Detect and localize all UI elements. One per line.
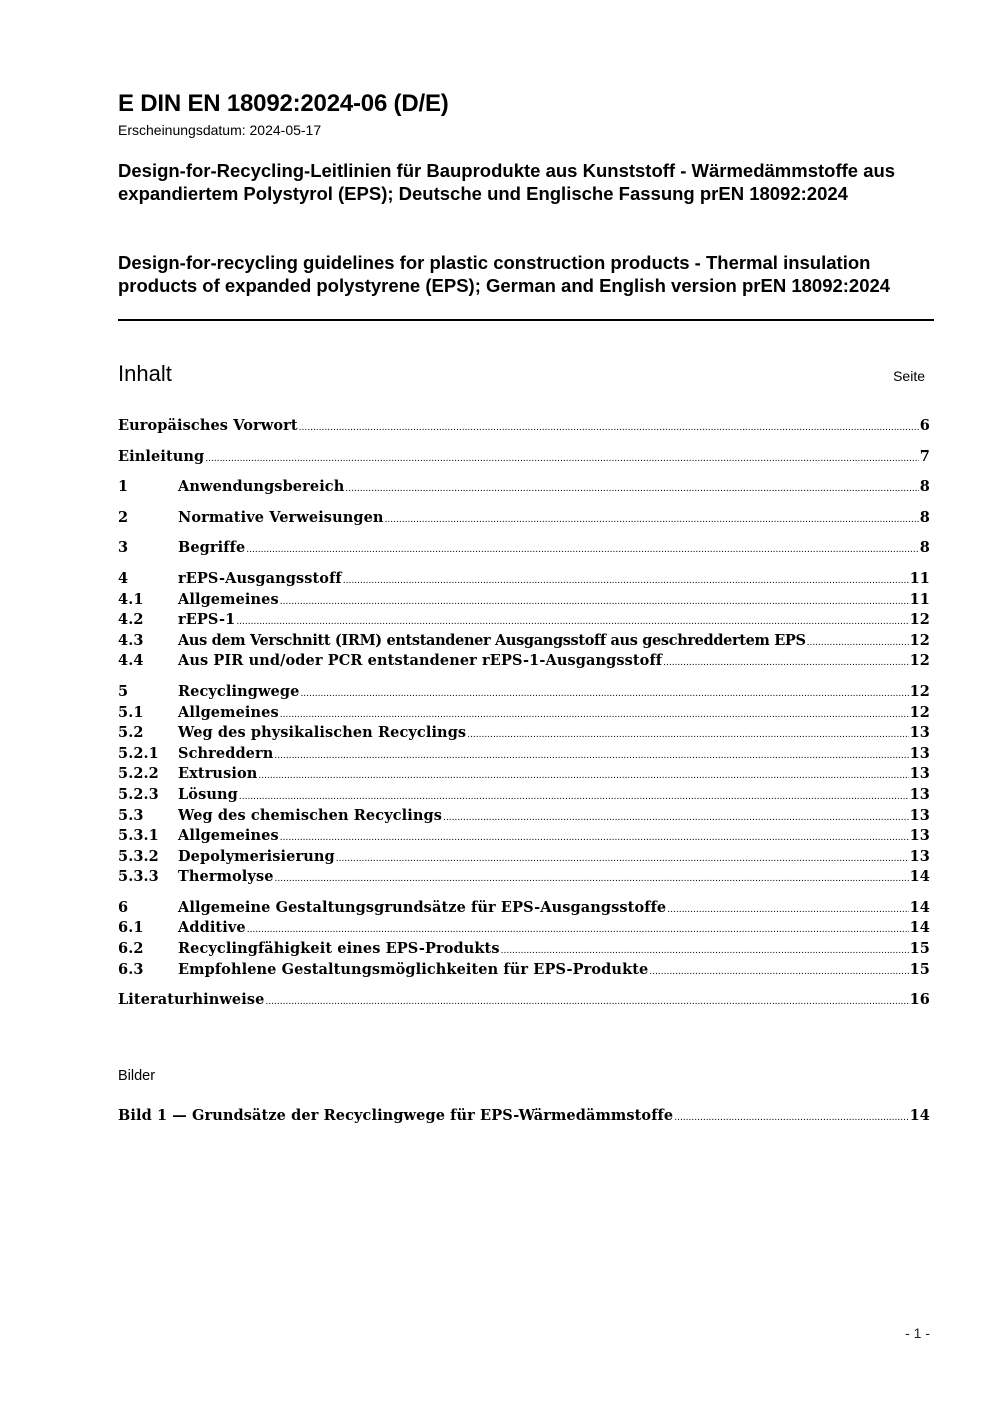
toc-leader-dots xyxy=(345,479,918,500)
toc-entry-title: Allgemeines xyxy=(178,703,279,721)
toc-leader-dots xyxy=(280,592,909,613)
toc-entry-page: 11 xyxy=(909,569,930,587)
toc-entry[interactable] xyxy=(118,631,930,652)
toc-entry-page: 13 xyxy=(909,724,930,742)
document-number: E DIN EN 18092:2024-06 (D/E) xyxy=(118,90,449,117)
toc-entry-page: 12 xyxy=(909,611,930,629)
toc-leader-dots xyxy=(674,1108,908,1129)
toc-entry[interactable] xyxy=(118,447,930,468)
toc-entry-page: 8 xyxy=(919,539,930,557)
toc-entry-number: 5.2.3 xyxy=(118,785,159,803)
toc-entry-number: 4 xyxy=(118,569,129,587)
toc-entry-page: 14 xyxy=(909,868,930,886)
toc-leader-dots xyxy=(236,612,908,633)
toc-leader-dots xyxy=(205,449,919,470)
toc-entry-number: 6.1 xyxy=(118,919,144,937)
toc-leader-dots xyxy=(343,571,909,592)
toc-entry-title: rEPS-Ausgangsstoff xyxy=(178,569,342,587)
toc-entry-page: 12 xyxy=(909,631,930,649)
toc-leader-dots xyxy=(807,633,909,654)
toc-entry-number: 4.2 xyxy=(118,611,144,629)
toc-entry[interactable] xyxy=(118,918,930,939)
toc-entry-number: 5.3.1 xyxy=(118,827,159,845)
toc-entry-page: 12 xyxy=(909,652,930,670)
toc-page-label: Seite xyxy=(893,368,925,384)
toc-entry[interactable] xyxy=(118,764,930,785)
toc-entry-page: 16 xyxy=(909,991,930,1009)
toc-entry-page: 13 xyxy=(909,827,930,845)
toc-leader-dots xyxy=(258,766,908,787)
toc-entry-number: 5.1 xyxy=(118,703,144,721)
toc-leader-dots xyxy=(300,684,908,705)
toc-entry[interactable] xyxy=(118,477,930,498)
page-number: - 1 - xyxy=(905,1325,930,1341)
toc-entry-number: 5.3.2 xyxy=(118,847,159,865)
toc-entry-title: Recyclingwege xyxy=(178,682,300,700)
table-of-contents xyxy=(118,416,930,1011)
toc-entry-page: 12 xyxy=(909,703,930,721)
toc-entry-title: Allgemeines xyxy=(178,827,279,845)
toc-entry[interactable] xyxy=(118,939,930,960)
toc-entry-number: 5.2 xyxy=(118,724,144,742)
toc-entry[interactable] xyxy=(118,682,930,703)
toc-heading: Inhalt xyxy=(118,361,172,386)
toc-entry-title: Recyclingfähigkeit eines EPS-Produkts xyxy=(178,940,500,958)
publication-date: Erscheinungsdatum: 2024-05-17 xyxy=(118,122,322,138)
toc-entry[interactable] xyxy=(118,867,930,888)
toc-leader-dots xyxy=(501,941,909,962)
toc-entry-number: 3 xyxy=(118,539,129,557)
toc-entry-title: Extrusion xyxy=(178,765,258,783)
figure-entry-title: Bild 1 — Grundsätze der Recyclingwege für EPS-Wärmedämmstoffe xyxy=(118,1107,674,1124)
toc-entry-title: Lösung xyxy=(178,785,238,803)
toc-entry-number: 6 xyxy=(118,898,129,916)
toc-entry[interactable] xyxy=(118,569,930,590)
toc-leader-dots xyxy=(467,725,908,746)
toc-entry-title: Additive xyxy=(178,919,246,937)
toc-leader-dots xyxy=(280,705,909,726)
title-english: Design-for-recycling guidelines for plastic construction products - Thermal insulation products of expanded polystyrene (EPS); German and English version prEN 18092:2024 xyxy=(118,252,891,296)
toc-entry[interactable] xyxy=(118,806,930,827)
toc-entry[interactable] xyxy=(118,651,930,672)
toc-entry-title: Depolymerisierung xyxy=(178,847,335,865)
toc-entry[interactable] xyxy=(118,416,930,437)
toc-leader-dots xyxy=(239,787,909,808)
toc-entry-page: 11 xyxy=(909,590,930,608)
toc-entry-number: 5.2.2 xyxy=(118,765,159,783)
toc-entry[interactable] xyxy=(118,960,930,981)
toc-entry[interactable] xyxy=(118,826,930,847)
toc-entry-page: 8 xyxy=(919,508,930,526)
toc-leader-dots xyxy=(443,808,909,829)
toc-entry-title: Begriffe xyxy=(178,539,246,557)
toc-entry-title: Europäisches Vorwort xyxy=(118,417,298,434)
toc-entry-title: Einleitung xyxy=(118,447,205,465)
toc-entry-title: Weg des physikalischen Recyclings xyxy=(178,724,467,742)
toc-entry-number: 6.3 xyxy=(118,960,144,978)
toc-leader-dots xyxy=(265,992,908,1013)
toc-entry-title: Aus dem Verschnitt (IRM) entstandener Ausgangsstoff aus geschreddertem EPS xyxy=(178,631,806,649)
toc-entry-title: Empfohlene Gestaltungsmöglichkeiten für EPS-Produkte xyxy=(178,960,649,978)
toc-entry[interactable] xyxy=(118,590,930,611)
toc-leader-dots xyxy=(275,869,909,890)
toc-leader-dots xyxy=(667,900,908,921)
toc-entry-title: Normative Verweisungen xyxy=(178,508,384,526)
toc-entry-title: Allgemeines xyxy=(178,590,279,608)
toc-entry-page: 12 xyxy=(909,682,930,700)
toc-entry-number: 5.3 xyxy=(118,806,144,824)
toc-entry-title: Allgemeine Gestaltungsgrundsätze für EPS-Ausgangsstoffe xyxy=(178,898,667,916)
toc-entry[interactable] xyxy=(118,898,930,919)
toc-entry-page: 13 xyxy=(909,847,930,865)
toc-entry-number: 2 xyxy=(118,508,129,526)
toc-leader-dots xyxy=(274,746,908,767)
toc-entry[interactable] xyxy=(118,847,930,868)
toc-leader-dots xyxy=(663,653,908,674)
toc-entry-number: 4.4 xyxy=(118,652,144,670)
toc-entry-number: 5 xyxy=(118,682,129,700)
toc-entry-page: 8 xyxy=(919,478,930,496)
toc-entry-page: 14 xyxy=(909,898,930,916)
toc-leader-dots xyxy=(247,920,909,941)
toc-leader-dots xyxy=(299,418,919,439)
figure-entry-page: 14 xyxy=(909,1107,930,1124)
toc-entry-title: Schreddern xyxy=(178,744,274,762)
toc-entry[interactable] xyxy=(118,785,930,806)
toc-entry-title: Aus PIR und/oder PCR entstandener rEPS-1-Ausgangsstoff xyxy=(178,652,663,670)
toc-entry-page: 14 xyxy=(909,919,930,937)
toc-entry[interactable] xyxy=(118,744,930,765)
toc-leader-dots xyxy=(280,828,909,849)
toc-entry-number: 4.3 xyxy=(118,631,144,649)
toc-leader-dots xyxy=(246,540,919,561)
figures-heading: Bilder xyxy=(118,1068,156,1084)
toc-entry-page: 6 xyxy=(919,417,930,434)
toc-entry-number: 5.3.3 xyxy=(118,868,159,886)
toc-entry-number: 4.1 xyxy=(118,590,144,608)
toc-entry-page: 13 xyxy=(909,806,930,824)
toc-entry[interactable] xyxy=(118,538,930,559)
toc-leader-dots xyxy=(649,962,908,983)
toc-entry-page: 13 xyxy=(909,785,930,803)
toc-entry-title: Literaturhinweise xyxy=(118,991,265,1009)
toc-entry-title: rEPS-1 xyxy=(178,611,236,629)
toc-entry[interactable] xyxy=(118,508,930,529)
toc-entry[interactable] xyxy=(118,703,930,724)
toc-leader-dots xyxy=(336,849,909,870)
toc-entry[interactable] xyxy=(118,610,930,631)
toc-entry-page: 15 xyxy=(909,940,930,958)
toc-entry-page: 13 xyxy=(909,765,930,783)
toc-leader-dots xyxy=(385,510,919,531)
toc-entry-number: 6.2 xyxy=(118,940,144,958)
toc-entry-title: Weg des chemischen Recyclings xyxy=(178,806,443,824)
figure-entry[interactable] xyxy=(118,1106,930,1127)
list-of-figures xyxy=(118,1106,930,1127)
title-german: Design-for-Recycling-Leitlinien für Bauprodukte aus Kunststoff - Wärmedämmstoffe aus expandiertem Polystyrol (EPS); Deutsche und Englische Fassung prEN 18092:2024 xyxy=(118,160,896,204)
toc-entry-title: Anwendungsbereich xyxy=(178,478,345,496)
toc-entry-page: 7 xyxy=(919,447,930,465)
toc-entry-page: 15 xyxy=(909,960,930,978)
toc-entry-title: Thermolyse xyxy=(178,868,274,886)
toc-entry[interactable] xyxy=(118,723,930,744)
toc-entry-number: 5.2.1 xyxy=(118,744,159,762)
toc-entry[interactable] xyxy=(118,990,930,1011)
title-divider xyxy=(118,319,934,321)
toc-entry-number: 1 xyxy=(118,478,129,496)
toc-entry-page: 13 xyxy=(909,744,930,762)
